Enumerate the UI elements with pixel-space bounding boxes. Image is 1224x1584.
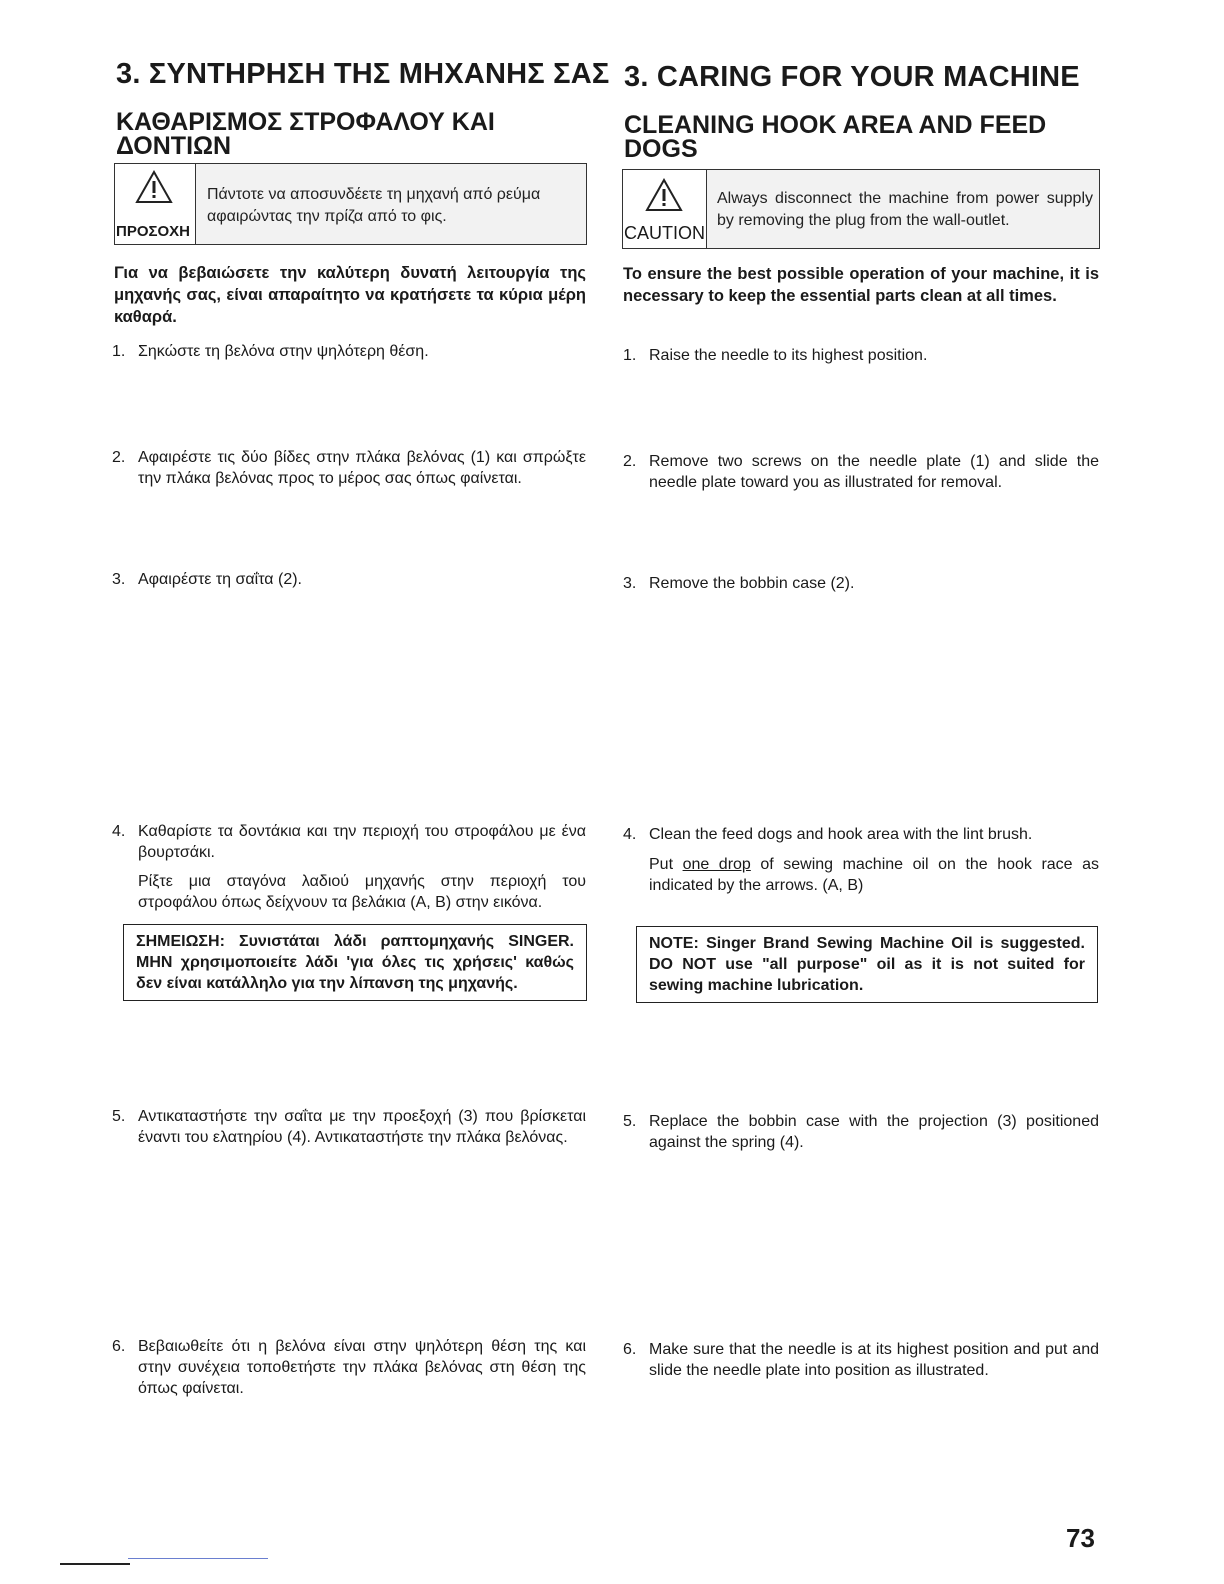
english-step-1 [623,345,1099,366]
step-text: Remove the bobbin case (2). [649,575,855,592]
english-step-4 [623,824,1099,845]
greek-step-6 [112,1336,586,1399]
step-number: 2. [112,449,126,466]
footer-rule-dark [60,1563,130,1565]
english-subheading-line1: CLEANING HOOK AREA AND FEED [624,111,1047,139]
greek-step-2 [112,447,586,489]
english-intro: To ensure the best possible operation of your machine, it is necessary to keep the essential parts clean at all times. [623,265,1099,305]
english-caution-icon-cell [623,170,707,248]
greek-step-4-sub: Ρίξτε μια σταγόνα λαδιού μηχανής στην περιοχή του στροφάλου όπως δείχνουν τα βελάκια (A, B) στην εικόνα. [138,873,586,911]
sub-text-pre: Put [649,856,683,873]
greek-subheading-line2: ΔΟΝΤΙΩΝ [116,132,232,160]
step-number: 5. [112,1108,126,1125]
english-step-3 [623,573,1099,594]
step-number: 2. [623,453,637,470]
warning-triangle-icon [645,178,683,212]
step-text: Βεβαιωθείτε ότι η βελόνα είναι στην ψηλότερη θέση της και στην συνέχεια τοποθετήστε την πλάκα βελόνας στη θέση της όπως φαίνεται. [138,1338,586,1397]
step-text: Καθαρίστε τα δοντάκια και την περιοχή του στροφάλου με ένα βουρτσάκι. [138,823,586,861]
step-text: Clean the feed dogs and hook area with the lint brush. [649,826,1033,843]
greek-step-5 [112,1106,586,1148]
footer-rule-blue [128,1558,268,1559]
step-number: 3. [623,575,637,592]
greek-note-box: ΣΗΜΕΙΩΣΗ: Συνιστάται λάδι ραπτομηχανής SINGER. ΜΗΝ χρησιμοποιείτε λάδι 'για όλες τις χρήσεις' καθώς δεν είναι κατάλληλο για την λίπανση της μηχανής. [123,924,587,1001]
sub-text-post: of sewing machine oil on the hook race as indicated by the arrows. (A, B) [649,856,1100,894]
step-number: 1. [623,347,637,364]
english-step-5 [623,1111,1099,1153]
english-note-box: NOTE: Singer Brand Sewing Machine Oil is suggested. DO NOT use "all purpose" oil as it is not suited for sewing machine lubrication. [636,926,1098,1003]
step-text: Make sure that the needle is at its highest position and put and slide the needle plate into position as illustrated. [649,1341,1099,1379]
step-text: Raise the needle to its highest position. [649,347,928,364]
greek-intro: Για να βεβαιώσετε την καλύτερη δυνατή λειτουργία της μηχανής σας, είναι απαραίτητο να κρατήσετε τα κύρια μέρη καθαρά. [114,264,586,326]
step-number: 5. [623,1113,637,1130]
page-number: 73 [1066,1523,1095,1553]
step-number: 6. [112,1338,126,1355]
sub-text-underlined: one drop [682,856,751,873]
step-number: 4. [112,823,126,840]
greek-step-3 [112,569,586,590]
greek-step-4 [112,821,586,863]
english-caution-label: CAUTION [624,223,705,243]
english-caution-box [622,169,1100,249]
greek-caution-icon-cell [115,164,196,244]
step-number: 3. [112,571,126,588]
greek-subheading-line1: ΚΑΘΑΡΙΣΜΟΣ ΣΤΡΟΦΑΛΟΥ ΚΑΙ [116,108,495,136]
step-number: 4. [623,826,637,843]
step-number: 6. [623,1341,637,1358]
step-text: Σηκώστε τη βελόνα στην ψηλότερη θέση. [138,343,429,360]
step-text: Αφαιρέστε τη σαΐτα (2). [138,571,302,588]
english-step-2 [623,451,1099,493]
step-text: Remove two screws on the needle plate (1) and slide the needle plate toward you as illustrated for removal. [649,453,1099,491]
step-text: Replace the bobbin case with the projection (3) positioned against the spring (4). [649,1113,1099,1151]
english-step-4-sub [649,854,1099,896]
greek-heading: 3. ΣΥΝΤΗΡΗΣΗ ΤΗΣ ΜΗΧΑΝΗΣ ΣΑΣ [116,58,610,90]
step-text: Αφαιρέστε τις δύο βίδες στην πλάκα βελόνας (1) και σπρώξτε την πλάκα βελόνας προς το μέρος σας όπως φαίνεται. [138,449,586,487]
step-text: Αντικαταστήστε την σαΐτα με την προεξοχή (3) που βρίσκεται έναντι του ελατηρίου (4). Αντικαταστήστε την πλάκα βελόνας. [138,1108,586,1146]
english-subheading-line2: DOGS [624,135,698,163]
warning-triangle-icon [135,170,173,204]
step-number: 1. [112,343,126,360]
english-heading: 3. CARING FOR YOUR MACHINE [624,61,1080,93]
greek-caution-text: Πάντοτε να αποσυνδέετε τη μηχανή από ρεύμα αφαιρώντας την πρίζα από το φις. [207,186,541,225]
english-caution-text: Always disconnect the machine from power supply by removing the plug from the wall-outlet. [717,190,1093,229]
english-step-6 [623,1339,1099,1381]
greek-step-1 [112,341,586,362]
greek-caution-box [114,163,587,245]
greek-caution-label: ΠΡΟΣΟΧΗ [116,223,191,240]
